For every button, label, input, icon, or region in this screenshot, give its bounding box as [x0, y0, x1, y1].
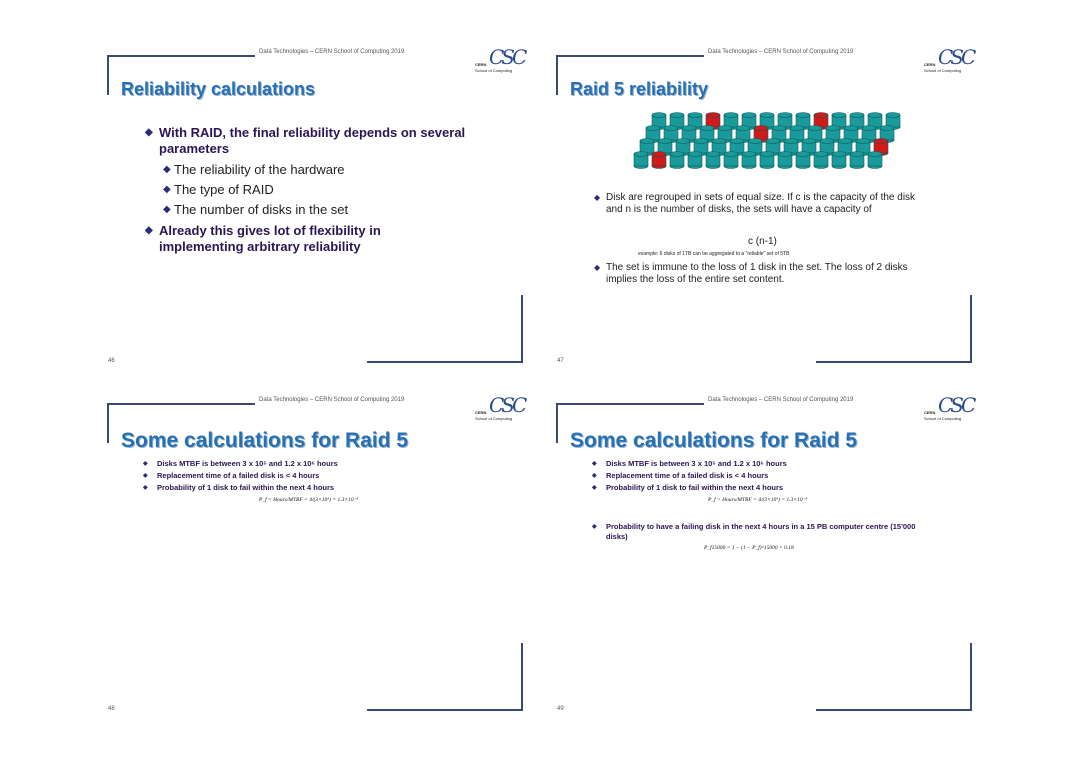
subbullet-text: The type of RAID: [174, 182, 274, 197]
failure-probability-formula: P_f = Hours/MTBF = 4/(3×10⁵) = 1.3×10⁻⁵: [259, 497, 359, 503]
disk-icon: [742, 152, 756, 169]
bullet-diamond-icon: ◆: [143, 461, 148, 467]
bullet-diamond-icon: ◆: [592, 473, 597, 479]
example-note: example: 6 disks of 1TB can be aggregated to a "reliable" set of 5TB: [638, 251, 790, 257]
csc-logo: [924, 47, 976, 77]
bullet-diamond-icon: ◆: [163, 204, 171, 215]
subbullet-2: [163, 182, 483, 198]
slide-49: [556, 393, 976, 715]
disk-icon: [868, 152, 882, 169]
bullet-diamond-icon: ◆: [163, 164, 171, 175]
logo-school-text: School of Computing: [475, 68, 513, 73]
slide-46: [107, 45, 527, 367]
bullet-1: [143, 459, 338, 469]
subbullet-text: The reliability of the hardware: [174, 162, 345, 177]
page-number: 49: [557, 706, 564, 712]
bullet-diamond-icon: ◆: [163, 184, 171, 195]
slide-title: Some calculations for Raid 5: [121, 429, 409, 452]
frame-bottom-line: [816, 361, 972, 363]
disk-icon: [814, 152, 828, 169]
frame-right-line: [521, 643, 523, 711]
csc-logo: [924, 395, 976, 425]
logo-cern-text: CERN: [475, 410, 487, 415]
frame-top-line: [107, 403, 255, 405]
logo-school-text: School of Computing: [924, 68, 962, 73]
bullet-diamond-icon: ◆: [592, 485, 597, 491]
slide-header: Data Technologies – CERN School of Computing 2019: [259, 397, 405, 403]
subbullet-text: The number of disks in the set: [174, 202, 349, 217]
bullet-text: Already this gives lot of flexibility in implementing arbitrary reliability: [159, 223, 381, 254]
disk-icon: [850, 152, 864, 169]
bullet-diamond-icon: ◆: [143, 485, 148, 491]
csc-logo-mark: CSC: [938, 45, 974, 69]
bullet-1: [594, 192, 929, 216]
bullet-1: [145, 125, 505, 157]
bullet-3: [143, 483, 334, 493]
disk-icon: [652, 152, 666, 169]
bullet-text: Disk are regrouped in sets of equal size. If c is the capacity of the disk and n is the number of disks, the sets will have a capacity of: [606, 192, 916, 215]
logo-school-text: School of Computing: [924, 416, 962, 421]
datacenter-probability-formula: P_f15000 = 1 − (1 − P_f)^15000 = 0.18: [704, 545, 794, 551]
csc-logo-mark: CSC: [938, 393, 974, 417]
capacity-formula: c (n-1): [748, 236, 777, 247]
logo-cern-text: CERN: [475, 62, 487, 67]
logo-cern-text: CERN: [924, 410, 936, 415]
bullet-diamond-icon: ◆: [594, 263, 601, 272]
disk-icon: [796, 152, 810, 169]
disk-icon: [634, 152, 648, 169]
subbullet-1: [163, 162, 483, 178]
csc-logo: [475, 47, 527, 77]
bullet-text: Probability of 1 disk to fail within the next 4 hours: [606, 483, 784, 492]
disk-icon: [760, 152, 774, 169]
bullet-2: [143, 471, 319, 481]
disk-icon: [778, 152, 792, 169]
frame-bottom-line: [367, 361, 523, 363]
frame-right-line: [970, 643, 972, 711]
csc-logo-mark: CSC: [489, 45, 525, 69]
bullet-diamond-icon: ◆: [592, 524, 597, 530]
logo-school-text: School of Computing: [475, 416, 513, 421]
slide-header: Data Technologies – CERN School of Computing 2019: [259, 49, 405, 55]
frame-top-line: [556, 403, 704, 405]
bullet-diamond-icon: ◆: [594, 193, 601, 202]
bullet-2: [594, 262, 929, 286]
csc-logo-mark: CSC: [489, 393, 525, 417]
disk-icon: [832, 152, 846, 169]
bullet-1: [592, 459, 787, 469]
bullet-text: Replacement time of a failed disk is < 4 hours: [157, 471, 320, 480]
disk-icon: [688, 152, 702, 169]
logo-cern-text: CERN: [924, 62, 936, 67]
bullet-text: Probability of 1 disk to fail within the next 4 hours: [157, 483, 335, 492]
frame-right-line: [970, 295, 972, 363]
disk-array-illustration: [628, 107, 928, 179]
frame-top-line: [107, 55, 255, 57]
frame-left-line: [556, 403, 558, 443]
bullet-text: Probability to have a failing disk in the next 4 hours in a 15 PB computer centre (15'000 disks): [606, 522, 916, 541]
bullet-text: Disks MTBF is between 3 x 10⁵ and 1.2 x 10⁶ hours: [157, 459, 338, 468]
slide-header: Data Technologies – CERN School of Computing 2019: [708, 397, 854, 403]
slide-title: Reliability calculations: [121, 79, 316, 99]
frame-bottom-line: [367, 709, 523, 711]
bullet-diamond-icon: ◆: [592, 461, 597, 467]
page-number: 48: [108, 706, 115, 712]
frame-left-line: [107, 55, 109, 95]
csc-logo: [475, 395, 527, 425]
frame-right-line: [521, 295, 523, 363]
slide-title: Raid 5 reliability: [570, 79, 709, 99]
frame-left-line: [556, 55, 558, 95]
failure-probability-formula: P_f = Hours/MTBF = 4/(3×10⁵) = 1.3×10⁻⁵: [708, 497, 808, 503]
disk-icon: [706, 152, 720, 169]
frame-left-line: [107, 403, 109, 443]
bullet-2: [145, 223, 445, 255]
bullet-text: Replacement time of a failed disk is < 4 hours: [606, 471, 769, 480]
slide-47: [556, 45, 976, 367]
bullet-diamond-icon: ◆: [143, 473, 148, 479]
slide-title: Some calculations for Raid 5: [570, 429, 858, 452]
bullet-2: [592, 471, 768, 481]
bullet-4: [592, 522, 932, 542]
page-number: 47: [557, 358, 564, 364]
frame-bottom-line: [816, 709, 972, 711]
slide-header: Data Technologies – CERN School of Computing 2019: [708, 49, 854, 55]
disk-icon: [724, 152, 738, 169]
disk-icon: [670, 152, 684, 169]
bullet-3: [592, 483, 783, 493]
bullet-text: With RAID, the final reliability depends on several parameters: [159, 125, 466, 156]
bullet-diamond-icon: ◆: [145, 127, 153, 138]
frame-top-line: [556, 55, 704, 57]
bullet-text: The set is immune to the loss of 1 disk in the set. The loss of 2 disks implies the loss of the entire set content.: [606, 262, 908, 285]
page-number: 46: [108, 358, 115, 364]
subbullet-3: [163, 202, 483, 218]
bullet-text: Disks MTBF is between 3 x 10⁵ and 1.2 x 10⁶ hours: [606, 459, 787, 468]
slide-48: [107, 393, 527, 715]
bullet-diamond-icon: ◆: [145, 225, 153, 236]
